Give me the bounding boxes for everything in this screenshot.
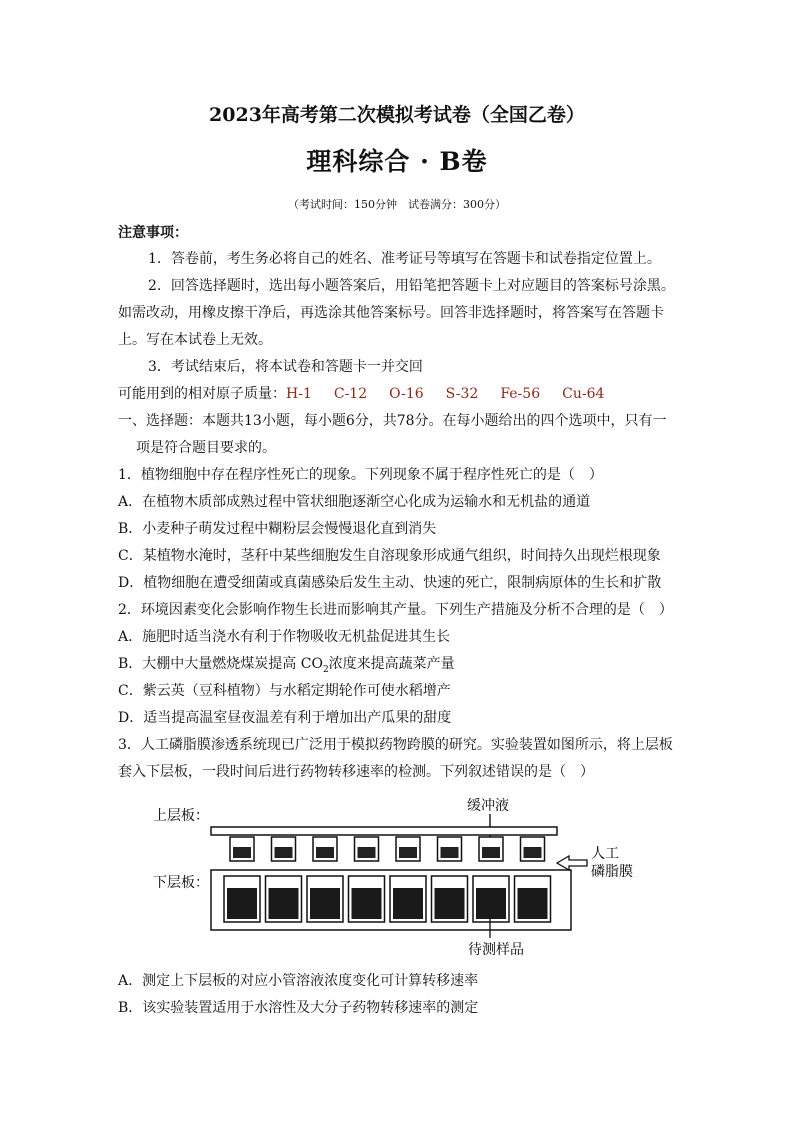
sample-fill	[435, 888, 465, 919]
q2-option-b-text: B．大棚中大量燃烧煤炭提高 CO	[118, 656, 323, 672]
note-2-line-2: 如需改动，用橡皮擦干净后，再选涂其他答案标号。回答非选择题时，将答案写在答题卡	[118, 305, 664, 321]
sample-fill	[310, 888, 340, 919]
membrane-arrow	[557, 856, 587, 870]
buffer-fill	[275, 847, 293, 858]
sample-fill	[269, 888, 299, 919]
exam-title: 2023年高考第二次模拟考试卷（全国乙卷）	[209, 104, 585, 126]
atomic-mass-line	[118, 385, 678, 403]
q2-option-b	[118, 655, 678, 679]
subscript: 2	[322, 664, 329, 675]
sample-fill	[393, 888, 423, 919]
buffer-label: 缓冲液	[467, 798, 509, 814]
element-mass: Fe-56	[500, 386, 541, 402]
atomic-mass-label: 可能用到的相对原子质量：	[118, 386, 286, 402]
sample-fill	[227, 888, 257, 919]
buffer-fill	[441, 847, 459, 858]
buffer-fill	[358, 847, 376, 858]
buffer-fill	[399, 847, 417, 858]
membrane-label-1: 人工	[591, 846, 619, 862]
buffer-fill	[524, 847, 542, 858]
note-2-line-1: 2．回答选择题时，选出每小题答案后，用铅笔把答题卡上对应题目的答案标号涂黑。	[148, 278, 675, 294]
section-1-heading: 一、选择题：本题共13小题，每小题6分，共78分。在每小题给出的四个选项中，只有一	[118, 413, 667, 429]
upper-plate	[211, 827, 557, 835]
q1-option-c: C．某植物水淹时，茎秆中某些细胞发生自溶现象形成通气组织，时间持久出现烂根现象	[118, 548, 661, 564]
element-mass: O-16	[389, 386, 424, 402]
sample-fill	[352, 888, 382, 919]
exam-subtitle: 理科综合 · B卷	[306, 147, 488, 176]
upper-tubes	[230, 837, 545, 861]
q2-option-c: C．紫云英（豆科植物）与水稻定期轮作可使水稻增产	[118, 683, 451, 699]
section-1-heading-cont: 项是符合题目要求的。	[136, 440, 276, 456]
notes-heading: 注意事项：	[118, 225, 188, 241]
permeation-apparatus-diagram	[145, 792, 645, 957]
lower-plate-label: 下层板：	[153, 875, 209, 891]
element-mass: Cu-64	[562, 386, 605, 402]
sample-label: 待测样品	[468, 942, 524, 957]
note-3: 3．考试结束后，将本试卷和答题卡一并交回	[148, 359, 423, 375]
q1-option-d: D．植物细胞在遭受细菌或真菌感染后发生主动、快速的死亡，限制病原体的生长和扩散	[118, 575, 662, 591]
q2-option-d: D．适当提高温室昼夜温差有利于增加出产瓜果的甜度	[118, 710, 452, 726]
q3-option-a: A．测定上下层板的对应小管溶液浓度变化可计算转移速率	[118, 973, 479, 989]
element-mass: C-12	[333, 386, 368, 402]
q1-option-b: B．小麦种子萌发过程中糊粉层会慢慢退化直到消失	[118, 521, 437, 537]
sample-fill	[518, 888, 548, 919]
q2-option-a: A．施肥时适当浇水有利于作物吸收无机盐促进其生长	[118, 629, 451, 645]
q2-stem: 2．环境因素变化会影响作物生长进而影响其产量。下列生产措施及分析不合理的是（ ）	[118, 602, 673, 618]
q3-option-b: B．该实验装置适用于水溶性及大分子药物转移速率的测定	[118, 1000, 479, 1016]
buffer-fill	[233, 847, 251, 858]
q1-option-a: A．在植物木质部成熟过程中管状细胞逐渐空心化成为运输水和无机盐的通道	[118, 494, 591, 510]
buffer-fill	[482, 847, 500, 858]
q1-stem: 1．植物细胞中存在程序性死亡的现象。下列现象不属于程序性死亡的是（ ）	[118, 467, 603, 483]
note-1: 1．答卷前，考生务必将自己的姓名、准考证号等填写在答题卡和试卷指定位置上。	[148, 251, 661, 267]
element-mass: H-1	[286, 386, 312, 402]
buffer-fill	[316, 847, 334, 858]
membrane-label-2: 磷脂膜	[591, 864, 633, 880]
exam-info: （考试时间：150分钟 试卷满分：300分）	[288, 198, 506, 211]
q3-stem-2: 套入下层板，一段时间后进行药物转移速率的检测。下列叙述错误的是（ ）	[118, 764, 594, 780]
element-mass: S-32	[445, 386, 479, 402]
upper-plate-label: 上层板：	[153, 808, 209, 824]
q3-stem-1: 3．人工磷脂膜渗透系统现已广泛用于模拟药物跨膜的研究。实验装置如图所示，将上层板	[118, 737, 673, 753]
sample-fill	[476, 888, 506, 919]
note-2-line-3: 上。写在本试卷上无效。	[118, 332, 272, 348]
q2-option-b-text: 浓度来提高蔬菜产量	[328, 656, 455, 672]
